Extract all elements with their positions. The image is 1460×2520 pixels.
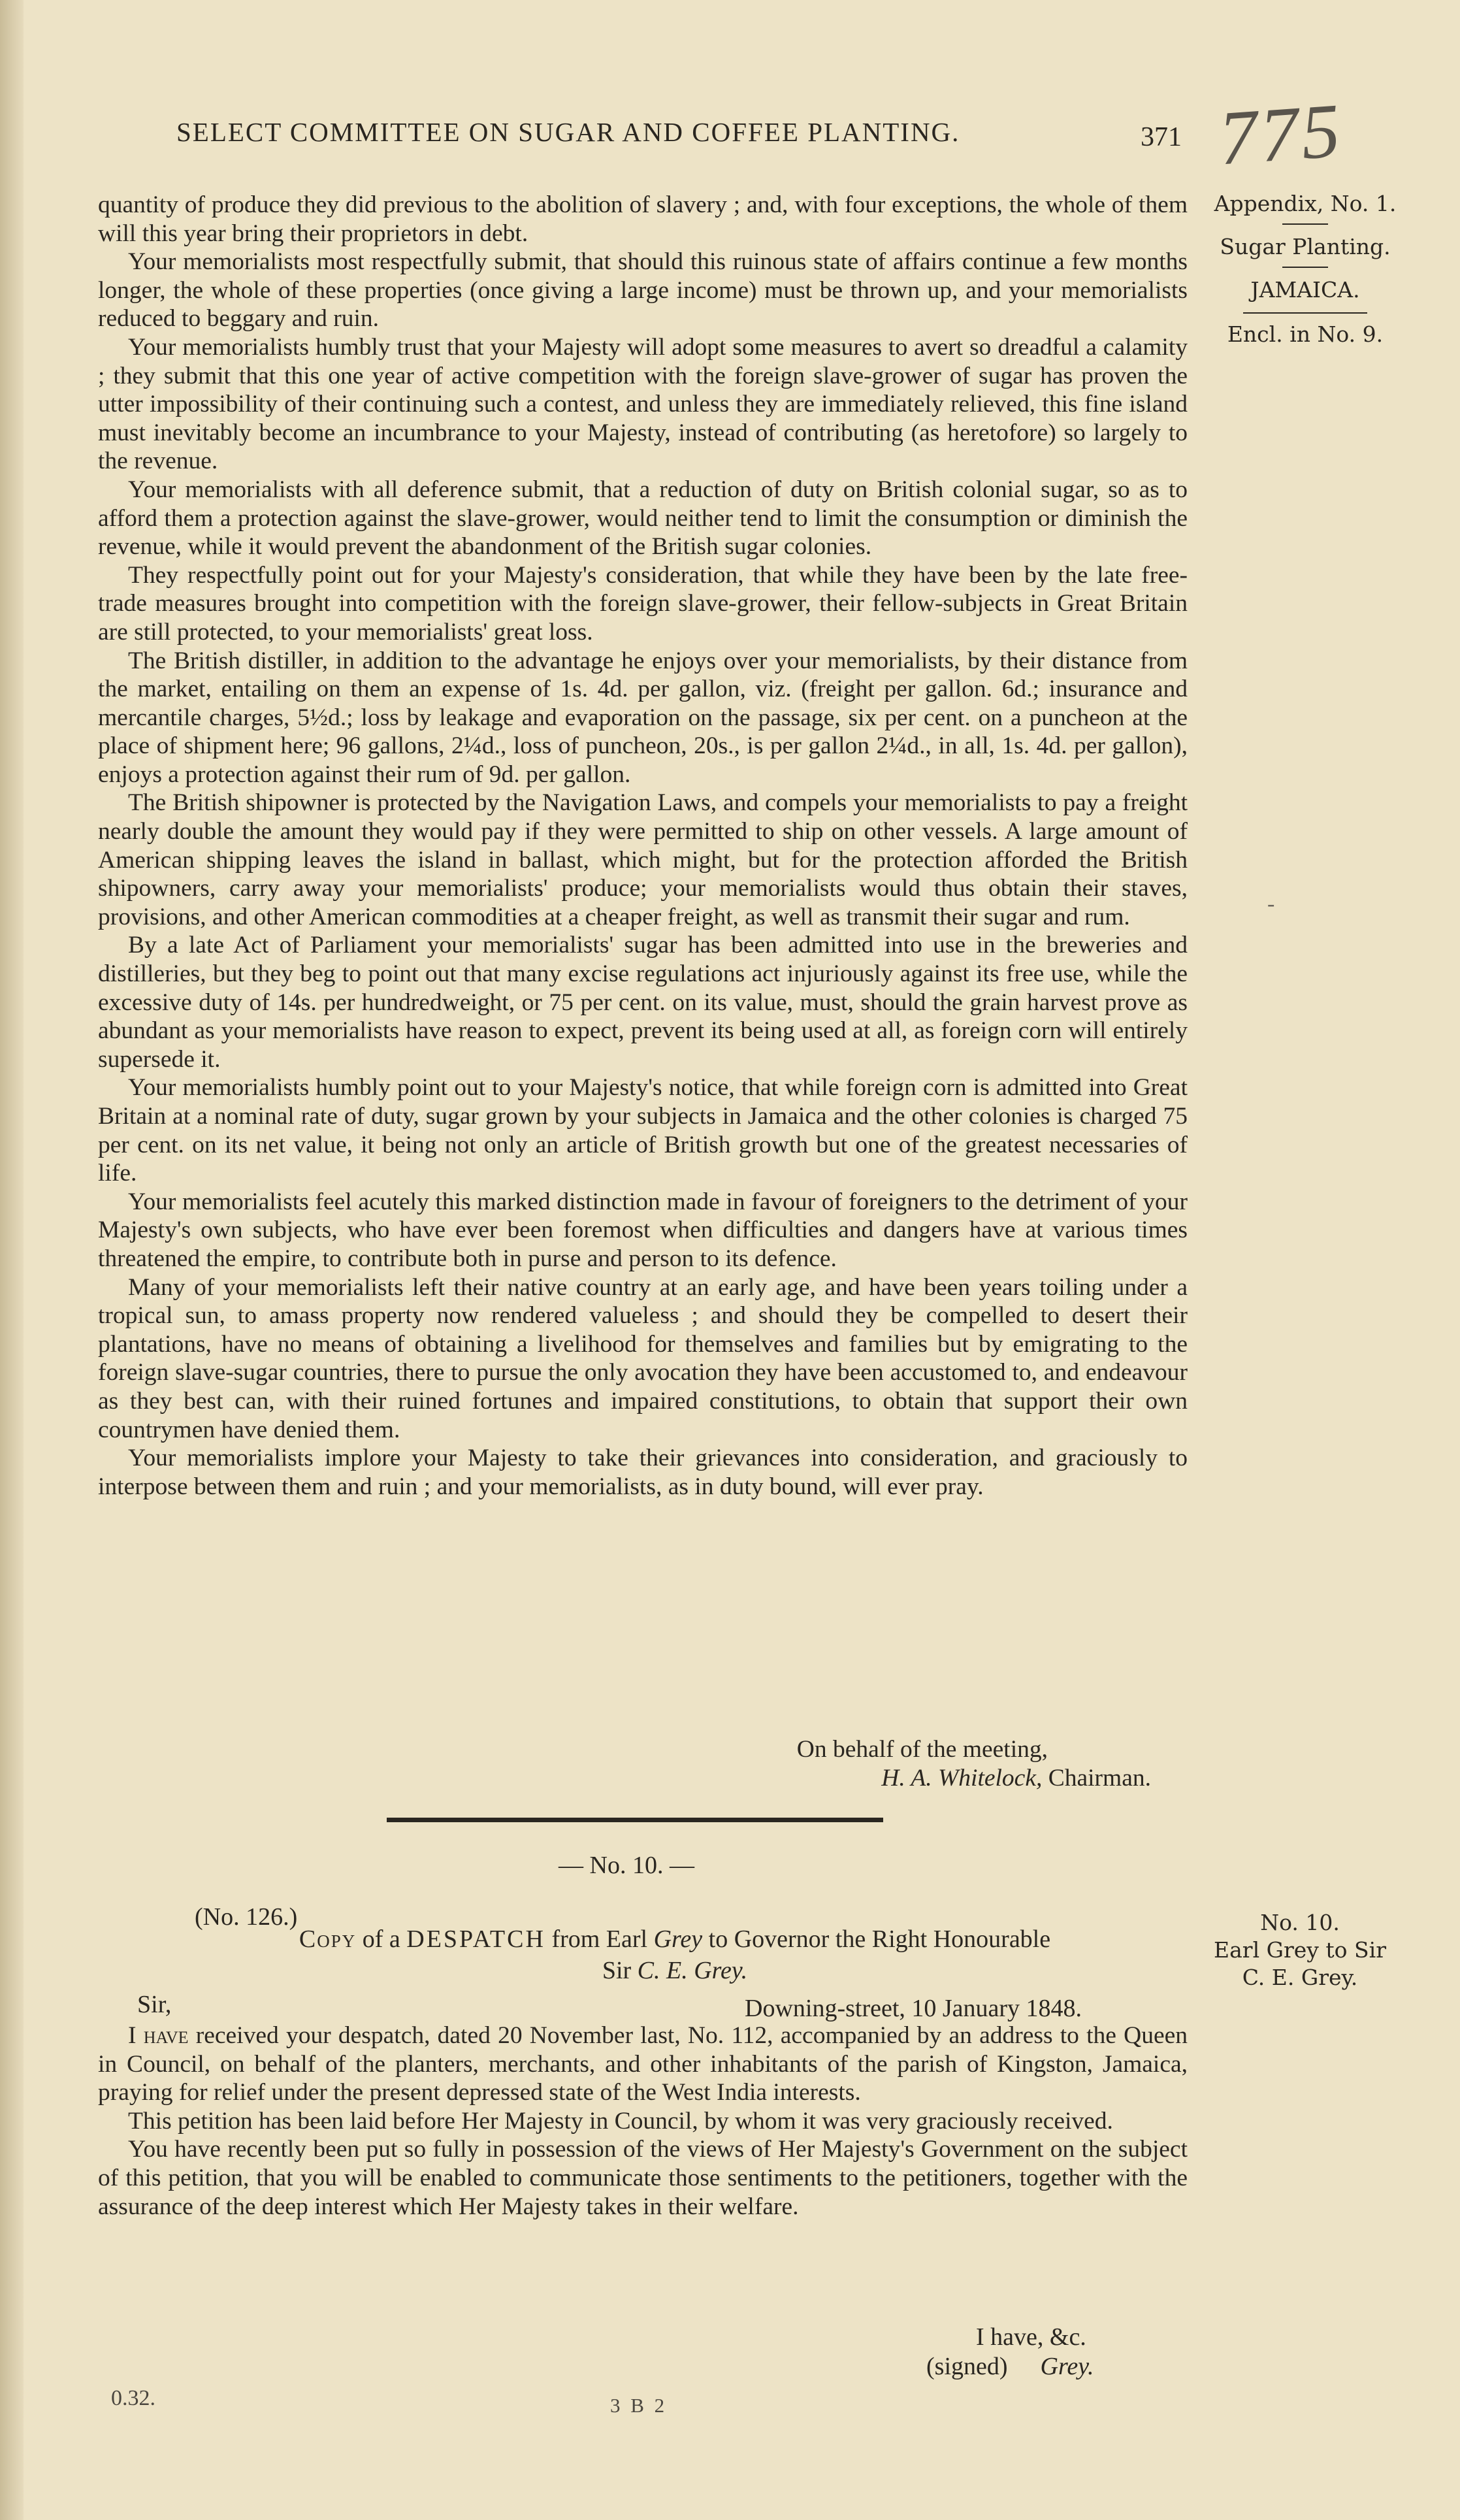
footer-signature-mark: 3 B 2	[610, 2394, 668, 2417]
despatch-signed-line	[926, 2352, 1094, 2381]
memorial-paragraph: The British shipowner is protected by the Navigation Laws, and compels your memorialists to pay a freight nearly double the amount they would pay if they were permitted to ship on other vessels. A large amount of American shipping leaves the island in ballast, which might, but for the protection afforded the British shipowners, carry away your memorialists' produce; your memorialists would thus obtain their staves, provisions, and other American commodities at a cheaper freight, as well as transmit their sugar and rum.	[98, 789, 1188, 930]
signed-name: Grey.	[1040, 2353, 1094, 2380]
footer-sheet-number: 0.32.	[111, 2386, 155, 2410]
margin-despatch-number: No. 10.	[1260, 1910, 1340, 1935]
despatch-title-line-2	[195, 1955, 1155, 1986]
memorial-text-column	[98, 191, 1188, 1501]
despatch-dateline: Downing-street, 10 January 1848.	[745, 1995, 1082, 2022]
signatory-line	[98, 1764, 1151, 1793]
margin-colony-label: JAMAICA.	[1250, 277, 1360, 303]
margin-despatch-line-2: C. E. Grey.	[1242, 1965, 1358, 1990]
despatch-salutation: Sir,	[137, 1991, 172, 2018]
page-number: 371	[1141, 122, 1182, 152]
margin-appendix-label: Appendix, No. 1.	[1214, 191, 1397, 216]
memorial-paragraph: quantity of produce they did previous to the abolition of slavery ; and, with four exceptions, the whole of them will this year bring their proprietors in debt.	[98, 191, 1188, 247]
signoff-line: On behalf of the meeting,	[796, 1736, 1048, 1763]
memorial-paragraph: Your memorialists humbly point out to your Majesty's notice, that while foreign corn is admitted into Great Britain at a nominal rate of duty, sugar grown by your subjects in Jamaica and the other colonies is charged 75 per cent. on its net value, it being not only an article of British growth but one of the greatest necessaries of life.	[98, 1074, 1188, 1187]
memorial-paragraph: Your memorialists feel acutely this marked distinction made in favour of foreigners to the detriment of your Majesty's own subjects, who have ever been foremost when difficulties and dangers have at various times threatened the empire, to contribute both in purse and person to its defence.	[98, 1188, 1188, 1272]
margin-despatch-line-1: Earl Grey to Sir	[1214, 1937, 1386, 1963]
memorial-paragraph: They respectfully point out for your Majesty's consideration, that while they have been by the late free-trade measures brought into competition with the foreign slave-grower, their fellow-subjects in Great Britain are still protected, to your memorialists' great loss.	[98, 561, 1188, 646]
title-despatch-word: DESPATCH	[406, 1925, 545, 1953]
despatch-title-line-1	[195, 1923, 1155, 1955]
signed-label: (signed)	[926, 2353, 1008, 2380]
section-number-heading: — No. 10. —	[559, 1852, 694, 1879]
memorial-paragraph: The British distiller, in addition to the advantage he enjoys over your memorialists, by their distance from the market, entailing on them an expense of 1s. 4d. per gallon, viz. (freight per gallon. 6d.; insurance and mercantile charges, 5½d.; loss by leakage and evaporation on the passage, six per cent. on a puncheon at the place of shipment here; 96 gallons, 2¼d., loss of puncheon, 20s., is per gallon 2¼d., in all, 1s. 4d. per gallon), enjoys a protection against their rum of 9d. per gallon.	[98, 647, 1188, 788]
margin-note-appendix	[1207, 186, 1403, 353]
title-of-a: of a	[362, 1925, 400, 1953]
title-grey-name: Grey	[653, 1925, 703, 1953]
memorial-signature-block	[98, 1735, 1151, 1793]
title-from-earl: from Earl	[551, 1925, 648, 1953]
margin-tick-mark: -	[1267, 892, 1275, 916]
despatch-doc-number: (No. 126.)	[195, 1903, 298, 1931]
despatch-title	[195, 1923, 1155, 1986]
running-header-title: SELECT COMMITTEE ON SUGAR AND COFFEE PLANTING.	[176, 117, 960, 147]
signatory-name: H. A. Whitelock,	[881, 1765, 1043, 1792]
despatch-opening-word: I have	[128, 2022, 189, 2049]
despatch-paragraph: This petition has been laid before Her Majesty in Council, by whom it was very graciously received.	[128, 2107, 1113, 2135]
margin-note-despatch	[1202, 1909, 1398, 1991]
margin-dash	[1282, 223, 1328, 225]
page-edge-shadow	[0, 0, 24, 2520]
margin-enclosure-label: Encl. in No. 9.	[1227, 321, 1384, 347]
margin-rule	[1243, 312, 1367, 314]
despatch-paragraph	[98, 2021, 1188, 2107]
memorial-paragraph: Your memorialists with all deference submit, that a reduction of duty on British colonial sugar, so as to afford them a protection against the slave-grower, would neither tend to limit the consumption or diminish the revenue, while it would prevent the abandonment of the British sugar colonies.	[98, 476, 1188, 561]
memorial-paragraph: Your memorialists implore your Majesty to take their grievances into consideration, and graciously to interpose between them and ruin ; and your memorialists, as in duty bound, will ever pray.	[98, 1445, 1188, 1500]
title-copy-word: Copy	[299, 1925, 357, 1953]
despatch-closing: I have, &c.	[976, 2323, 1086, 2351]
title-recipient-name: C. E. Grey.	[637, 1957, 748, 1984]
memorial-paragraph: Your memorialists most respectfully submit, that should this ruinous state of affairs continue a few months longer, the whole of these properties (once giving a large income) must be thrown up, and your memorialists reduced to beggary and ruin.	[98, 248, 1188, 333]
margin-subject-label: Sugar Planting.	[1220, 234, 1391, 259]
memorial-paragraph: Your memorialists humbly trust that your Majesty will adopt some measures to avert so dreadful a calamity ; they submit that this one year of active competition with the foreign slave-grower of sugar has proven the utter impossibility of their continuing such a contest, and unless they are immediately relieved, this fine island must inevitably become an incumbrance to your Majesty, instead of contributing (as heretofore) so largely to the revenue.	[98, 333, 1188, 475]
signatory-role: Chairman.	[1048, 1765, 1151, 1792]
handwritten-folio-number: 775	[1216, 87, 1346, 182]
despatch-body	[98, 2021, 1188, 2221]
despatch-paragraph-text: received your despatch, dated 20 November last, No. 112, accompanied by an address to the Queen in Council, on behalf of the planters, merchants, and other inhabitants of the parish of Kingston, Jamaica, praying for relief under the present depressed state of the West India interests.	[98, 2022, 1188, 2106]
despatch-paragraph: You have recently been put so fully in possession of the views of Her Majesty's Government on the subject of this petition, that you will be enabled to communicate those sentiments to the petitioners, together with the assurance of the deep interest which Her Majesty takes in their welfare.	[98, 2136, 1188, 2220]
memorial-paragraph: By a late Act of Parliament your memorialists' sugar has been admitted into use in the breweries and distilleries, but they beg to point out that many excise regulations act injuriously against its free use, while the excessive duty of 14s. per hundredweight, or 75 per cent. on its value, must, should the grain harvest prove as abundant as your memorialists have reason to expect, prevent its being used at all, as foreign corn will entirely supersede it.	[98, 932, 1188, 1073]
title-to-governor: to Governor the Right Honourable	[708, 1925, 1051, 1953]
title-sir: Sir	[602, 1957, 632, 1984]
memorial-paragraph: Many of your memorialists left their native country at an early age, and have been years toiling under a tropical sun, to amass property now rendered valueless ; and should they be compelled to desert their plantations, have no means of obtaining a livelihood for themselves and families but by emigrating to the foreign slave-sugar countries, there to pursue the only avocation they have been accustomed to, and endeavour as they best can, with their ruined fortunes and impaired constitutions, to obtain that support their own countrymen have denied them.	[98, 1273, 1188, 1443]
margin-dash	[1282, 267, 1328, 268]
section-divider-rule	[387, 1818, 883, 1822]
